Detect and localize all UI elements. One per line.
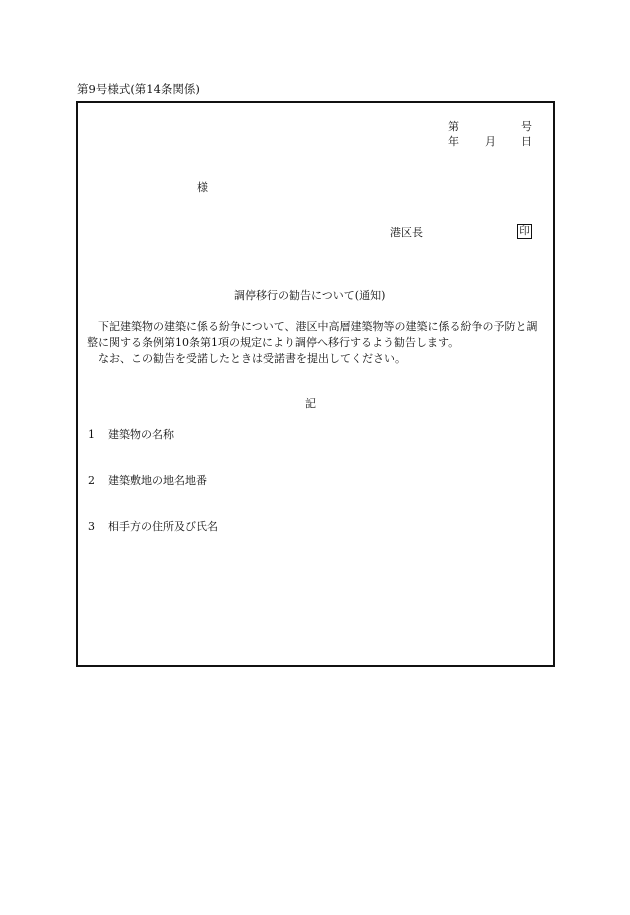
- list-item: [88, 475, 207, 486]
- list-item: [88, 521, 218, 532]
- sender-name: 港区長: [390, 226, 423, 239]
- number-suffix: 号: [521, 120, 532, 133]
- form-label: 第9号様式(第14条関係): [77, 82, 200, 96]
- number-prefix: 第: [448, 120, 459, 133]
- item-number: 1: [88, 428, 95, 441]
- date-year: 年: [448, 135, 459, 148]
- document-title: 調停移行の勧告について(通知): [234, 289, 386, 302]
- item-number: 2: [88, 474, 95, 487]
- item-number: 3: [88, 520, 95, 533]
- addressee-suffix: 様: [197, 181, 208, 194]
- item-label: 相手方の住所及び氏名: [108, 520, 218, 533]
- ki-heading: 記: [305, 397, 316, 410]
- item-label: 建築敷地の地名地番: [108, 474, 207, 487]
- item-label: 建築物の名称: [108, 428, 174, 441]
- seal-mark: 印: [517, 224, 532, 239]
- date-month: 月: [485, 135, 496, 148]
- date-day: 日: [521, 135, 532, 148]
- form-box: [76, 101, 555, 667]
- body-paragraph-2: なお、この勧告を受諾したときは受諾書を提出してください。: [98, 352, 406, 365]
- body-paragraph-1: 下記建築物の建築に係る紛争について、港区中高層建築物等の建築に係る紛争の予防と調整に関する条例第10条第1項の規定により調停へ移行するよう勧告します。: [87, 320, 538, 349]
- body-text: [87, 319, 547, 367]
- list-item: [88, 429, 174, 440]
